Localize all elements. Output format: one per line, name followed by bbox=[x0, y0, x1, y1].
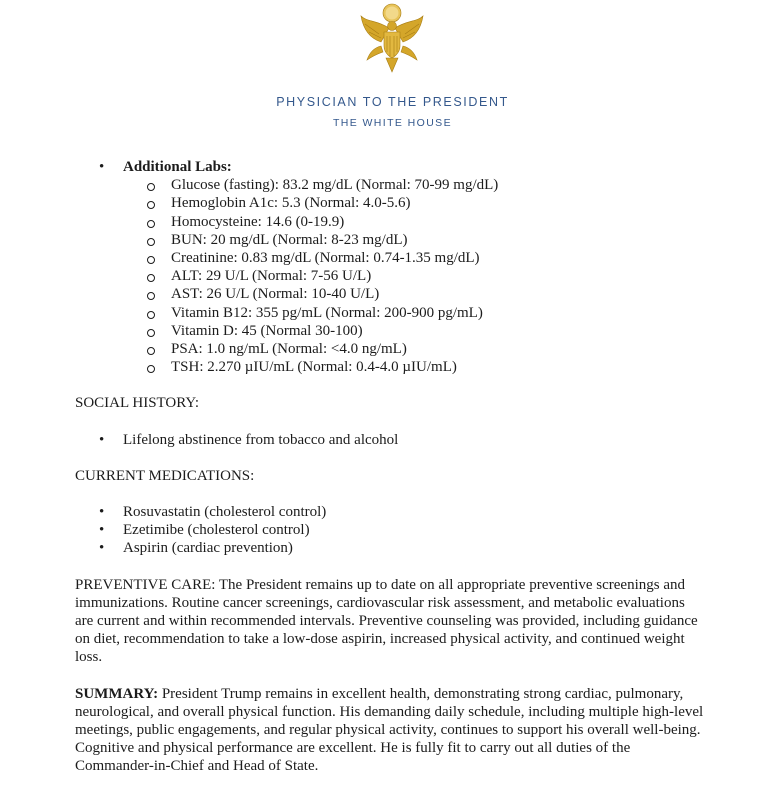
circle-bullet-icon bbox=[147, 183, 155, 191]
list-item: • Rosuvastatin (cholesterol control) bbox=[99, 504, 327, 521]
list-item: Vitamin B12: 355 pg/mL (Normal: 200-900 pg/mL) bbox=[75, 304, 705, 322]
list-item: ALT: 29 U/L (Normal: 7-56 U/L) bbox=[75, 267, 705, 285]
circle-bullet-icon bbox=[147, 365, 155, 373]
list-item: PSA: 1.0 ng/mL (Normal: <4.0 ng/mL) bbox=[75, 340, 705, 358]
circle-bullet-icon bbox=[147, 329, 155, 337]
summary-text: President Trump remains in excellent health, demonstrating strong cardiac, pulmonary, neurological, and overall physical function. His demanding daily schedule, including multiple high-level meetings, public engagements, and regular physical activity, continues to support his overall well-being. Cognitive and physical performance are excellent. He is fully fit to carry out all duties of the Commander-in-Chief and Head of State. bbox=[75, 685, 704, 775]
list-item: • Ezetimibe (cholesterol control) bbox=[99, 522, 310, 539]
list-item: Glucose (fasting): 83.2 mg/dL (Normal: 70-99 mg/dL) bbox=[75, 176, 705, 194]
bullet-icon: • bbox=[99, 504, 105, 521]
circle-bullet-icon bbox=[147, 201, 155, 209]
bullet-icon: • bbox=[99, 159, 105, 175]
circle-bullet-icon bbox=[147, 238, 155, 246]
circle-bullet-icon bbox=[147, 292, 155, 300]
summary-label: SUMMARY: bbox=[75, 685, 159, 702]
circle-bullet-icon bbox=[147, 220, 155, 228]
list-item: Vitamin D: 45 (Normal 30-100) bbox=[75, 322, 705, 340]
circle-bullet-icon bbox=[147, 311, 155, 319]
preventive-care-paragraph: PREVENTIVE CARE: The President remains up to date on all appropriate preventive screenings and immunizations. Routine cancer screenings, cardiovascular risk assessment, and metabolic evaluations are current and within recommended intervals. Preventive counseling was provided, including guidance on diet, recommendation to take a low-dose aspirin, increased physical activity, and continued weight loss. bbox=[75, 576, 698, 666]
summary-paragraph bbox=[75, 685, 705, 776]
list-item: • Lifelong abstinence from tobacco and alcohol bbox=[99, 431, 399, 448]
list-item: • Aspirin (cardiac prevention) bbox=[99, 540, 293, 557]
list-item: BUN: 20 mg/dL (Normal: 8-23 mg/dL) bbox=[75, 231, 705, 249]
bullet-icon: • bbox=[99, 522, 105, 539]
letterhead-title: PHYSICIAN TO THE PRESIDENT bbox=[276, 95, 509, 109]
bullet-icon: • bbox=[99, 540, 105, 557]
labs-heading: Additional Labs: bbox=[123, 159, 232, 175]
labs-list bbox=[75, 176, 705, 376]
social-history-list bbox=[75, 431, 705, 449]
medications-heading: CURRENT MEDICATIONS: bbox=[75, 467, 255, 484]
document-body bbox=[75, 158, 705, 776]
list-item: Hemoglobin A1c: 5.3 (Normal: 4.0-5.6) bbox=[75, 194, 705, 212]
list-item: Homocysteine: 14.6 (0-19.9) bbox=[75, 213, 705, 231]
medications-list bbox=[75, 503, 705, 558]
list-item: TSH: 2.270 µIU/mL (Normal: 0.4-4.0 µIU/mL) bbox=[75, 358, 705, 376]
social-history-heading: SOCIAL HISTORY: bbox=[75, 395, 200, 412]
eagle-seal-icon bbox=[359, 2, 425, 76]
bullet-icon: • bbox=[99, 431, 105, 448]
circle-bullet-icon bbox=[147, 274, 155, 282]
circle-bullet-icon bbox=[147, 347, 155, 355]
letterhead-subtitle: THE WHITE HOUSE bbox=[332, 117, 452, 129]
list-item: Creatinine: 0.83 mg/dL (Normal: 0.74-1.35 mg/dL) bbox=[75, 249, 705, 267]
circle-bullet-icon bbox=[147, 256, 155, 264]
list-item: AST: 26 U/L (Normal: 10-40 U/L) bbox=[75, 285, 705, 303]
labs-heading-item bbox=[75, 158, 705, 176]
